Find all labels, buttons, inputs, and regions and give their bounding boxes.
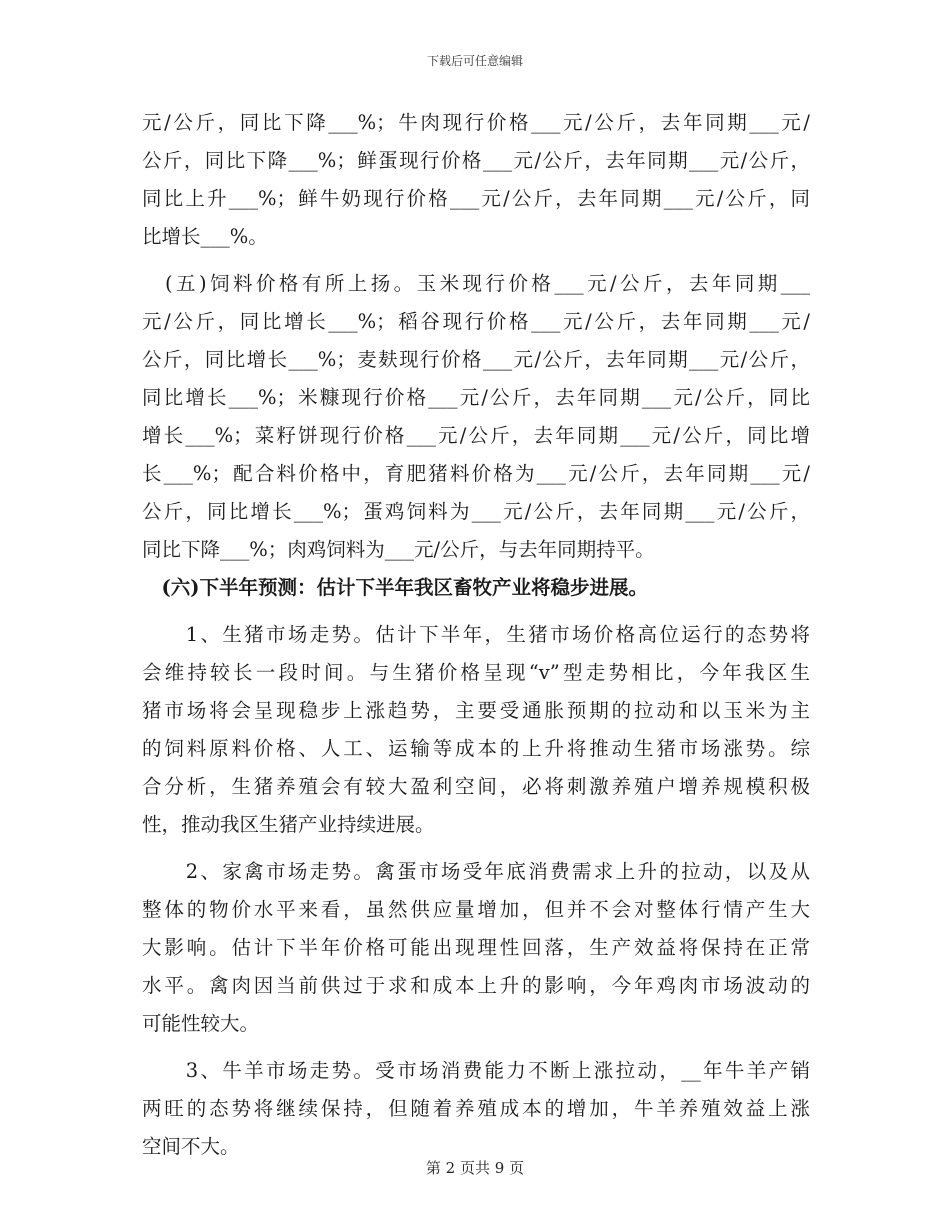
- paragraph-poultry-market: [142, 853, 810, 1043]
- text-line: 整体的物价水平来看，虽然供应量增加，但并不会对整体行情产生大: [142, 898, 810, 921]
- text-line: 同比下降___%；肉鸡饲料为___元/公斤，与去年同期持平。: [142, 538, 655, 561]
- text-line: 同比增长___%；米糠现行价格___元/公斤，去年同期___元/公斤，同比: [142, 386, 810, 409]
- text-line: (五)饲料价格有所上扬。玉米现行价格___元/公斤，去年同期___: [142, 272, 810, 295]
- text-line: 合分析，生猪养殖会有较大盈利空间，必将刺激养殖户增养规模积极: [142, 775, 810, 798]
- text-line: 的饲料原料价格、人工、运输等成本的上升将推动生猪市场涨势。综: [142, 737, 810, 760]
- text-line: 1、生猪市场走势。估计下半年，生猪市场价格高位运行的态势将: [142, 623, 810, 646]
- text-line: 公斤，同比增长___%；麦麸现行价格___元/公斤，去年同期___元/公斤，: [142, 348, 810, 371]
- paragraph-cattle-sheep-market: [142, 1052, 810, 1166]
- text-line: 水平。禽肉因当前供过于求和成本上升的影响，今年鸡肉市场波动的: [142, 974, 810, 997]
- text-line: 空间不大。: [142, 1135, 240, 1158]
- paragraph-livestock-prices: [142, 104, 810, 256]
- page-header-note: 下载后可任意编辑: [426, 54, 523, 68]
- paragraph-pig-market: [142, 616, 810, 844]
- text-line: 公斤，同比下降___%；鲜蛋现行价格___元/公斤，去年同期___元/公斤，: [142, 149, 810, 172]
- text-line: 2、家禽市场走势。禽蛋市场受年底消费需求上升的拉动，以及从: [142, 860, 810, 883]
- text-line: 会维持较长一段时间。与生猪价格呈现“v”型走势相比，今年我区生: [142, 661, 810, 684]
- text-line: 猪市场将会呈现稳步上涨趋势，主要受通胀预期的拉动和以玉米为主: [142, 699, 810, 722]
- text-line: 比增长___%。: [142, 225, 268, 248]
- text-line: 元/公斤，同比下降___%；牛肉现行价格___元/公斤，去年同期___元/: [142, 111, 810, 134]
- text-line: 同比上升___%；鲜牛奶现行价格___元/公斤，去年同期___元/公斤，同: [142, 187, 810, 210]
- text-line: 3、牛羊市场走势。受市场消费能力不断上涨拉动，__年牛羊产销: [142, 1059, 810, 1082]
- text-line: 大影响。估计下半年价格可能出现理性回落，生产效益将保持在正常: [142, 936, 810, 959]
- paragraph-feed-prices: [142, 265, 810, 569]
- text-line: 长___%；配合料价格中，育肥猪料价格为___元/公斤，去年同期___元/: [142, 462, 810, 485]
- text-line: 元/公斤，同比增长___%；稻谷现行价格___元/公斤，去年同期___元/: [142, 310, 810, 333]
- text-line: 公斤，同比增长___%；蛋鸡饲料为___元/公斤，去年同期___元/公斤，: [142, 500, 810, 523]
- section-heading-forecast: [142, 569, 810, 607]
- text-line: 增长___%；菜籽饼现行价格___元/公斤，去年同期___元/公斤，同比增: [142, 424, 810, 447]
- text-line: 两旺的态势将继续保持，但随着养殖成本的增加，牛羊养殖效益上涨: [142, 1097, 810, 1120]
- heading-line: (六)下半年预测：估计下半年我区畜牧产业将稳步进展。: [142, 576, 648, 599]
- text-line: 性，推动我区生猪产业持续进展。: [142, 813, 435, 836]
- document-body: [142, 104, 810, 1166]
- page-number: 第 2 页共 9 页: [425, 1159, 525, 1177]
- text-line: 可能性较大。: [142, 1012, 260, 1035]
